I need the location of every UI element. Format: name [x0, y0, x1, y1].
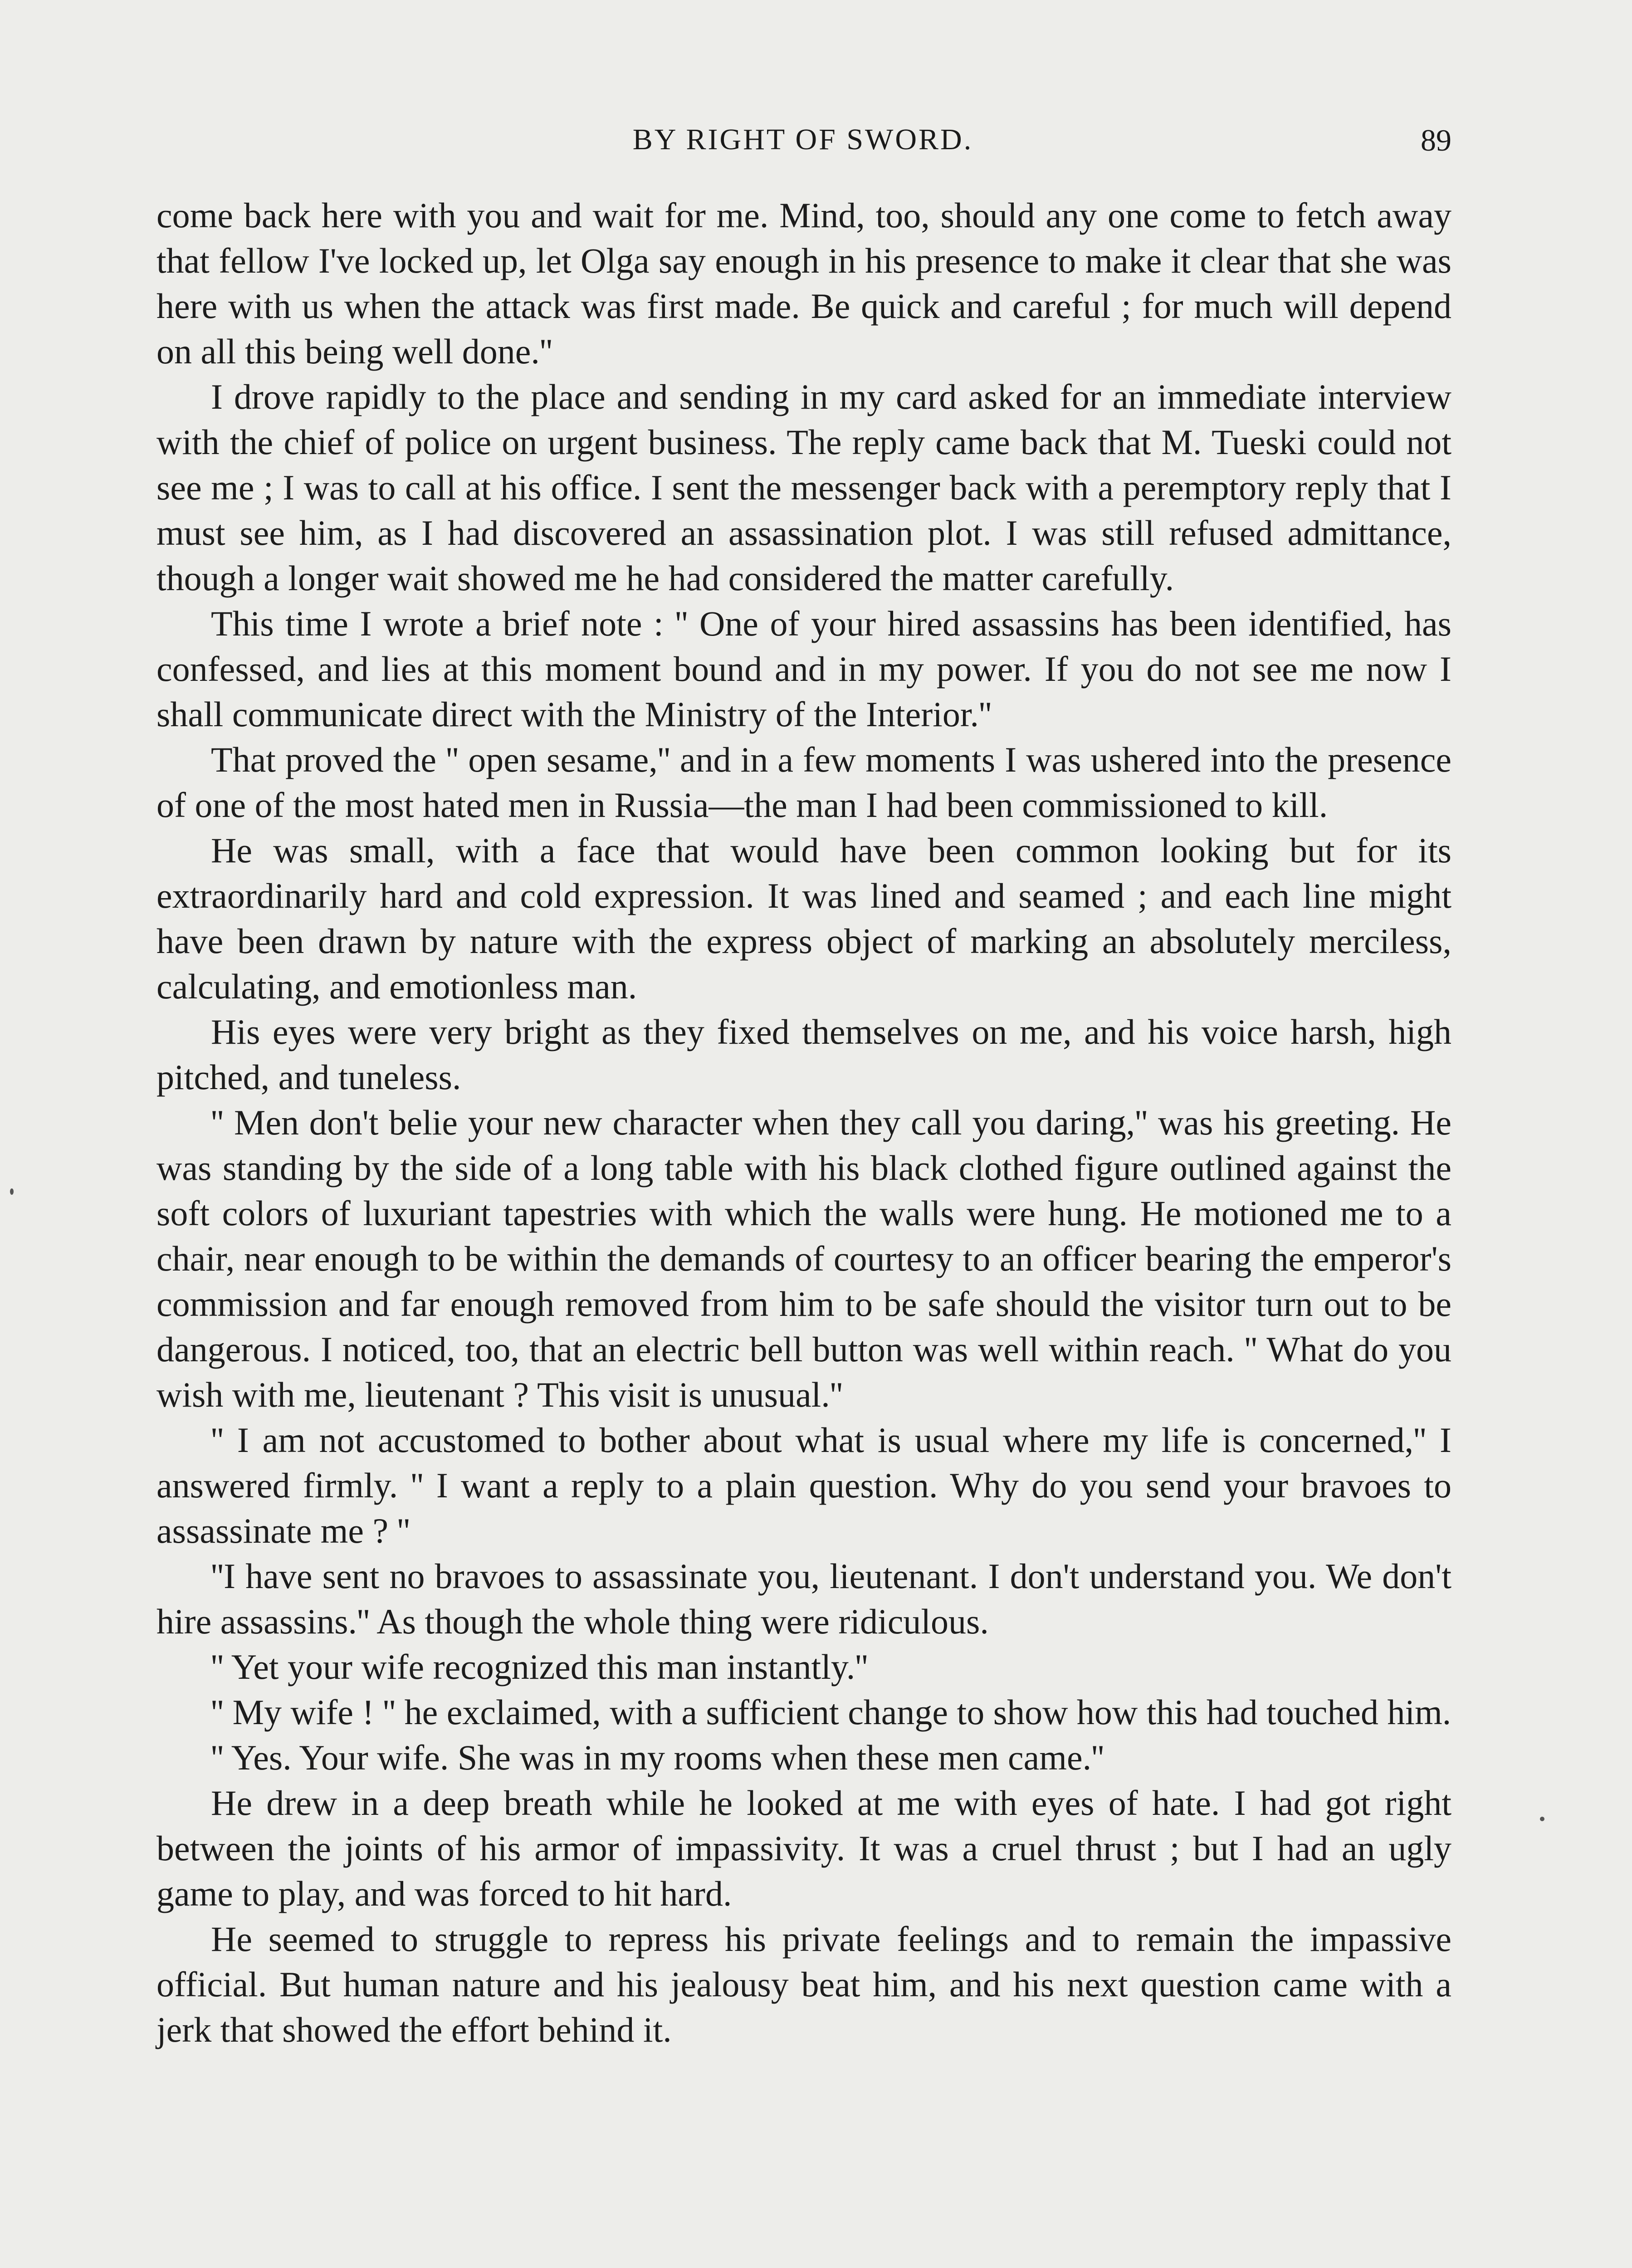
body-text [156, 193, 1451, 2053]
paragraph: come back here with you and wait for me. Mind, too, should any one come to fetch away that fellow I've locked up, let Olga say enough in his presence to make it clear that she was here with us when the attack was first made. Be quick and careful ; for much will depend on all this being well done.'' [156, 196, 1451, 371]
paragraph: '' Yes. Your wife. She was in my rooms when these men came.'' [211, 1738, 1104, 1777]
paragraph: He drew in a deep breath while he looked at me with eyes of hate. I had got right between the joints of his armor of impassivity. It was a cruel thrust ; but I had an ugly game to play, and was forced to hit hard. [156, 1783, 1451, 1913]
print-speck [1540, 1817, 1544, 1821]
paragraph: He was small, with a face that would have been common looking but for its extraordinarily hard and cold expression. It was lined and seamed ; and each line might have been drawn by nature with the express object of marking an absolutely merciless, calculating, and emotionless man. [156, 831, 1451, 1006]
paragraph: '' I am not accustomed to bother about what is usual where my life is concerned,'' I answered firmly. '' I want a reply to a plain question. Why do you send your bravoes to assassinate me ? '' [156, 1420, 1451, 1550]
running-head: BY RIGHT OF SWORD. [632, 123, 973, 156]
paragraph: This time I wrote a brief note : '' One of your hired assassins has been identified, has confessed, and lies at this moment bound and in my power. If you do not see me now I shall communicate direct with the Ministry of the Interior.'' [156, 604, 1451, 734]
paragraph: That proved the '' open sesame,'' and in a few moments I was ushered into the presence of one of the most hated men in Russia—the man I had been commissioned to kill. [156, 740, 1451, 825]
paragraph: He seemed to struggle to repress his private feelings and to remain the impassive official. But human nature and his jealousy beat him, and his next question came with a jerk that showed the effort behind it. [156, 1919, 1451, 2049]
paragraph: '' Men don't belie your new character when they call you daring,'' was his greeting. He was standing by the side of a long table with his black clothed figure outlined against the soft colors of luxuriant tapestries with which the walls were hung. He motioned me to a chair, near enough to be within the demands of courtesy to an officer bearing the emperor's commission and far enough removed from him to be safe should the visitor turn out to be dangerous. I noticed, too, that an electric bell button was well within reach. '' What do you wish with me, lieutenant ? This visit is unusual.'' [156, 1103, 1451, 1414]
paragraph: '' My wife ! '' he exclaimed, with a sufficient change to show how this had touched him. [211, 1692, 1451, 1732]
paragraph: ''I have sent no bravoes to assassinate you, lieutenant. I don't understand you. We don't hire assassins.'' As though the whole thing were ridiculous. [156, 1556, 1451, 1641]
paragraph: I drove rapidly to the place and sending in my card asked for an immediate interview with the chief of police on urgent business. The reply came back that M. Tueski could not see me ; I was to call at his office. I sent the messenger back with a peremptory reply that I must see him, as I had discovered an assassination plot. I was still refused admittance, though a longer wait showed me he had considered the matter carefully. [156, 377, 1451, 598]
page-header [154, 122, 1451, 163]
paragraph: '' Yet your wife recognized this man instantly.'' [211, 1647, 868, 1686]
page-number: 89 [1421, 123, 1451, 157]
print-speck [10, 1188, 14, 1195]
paragraph: His eyes were very bright as they fixed themselves on me, and his voice harsh, high pitched, and tuneless. [156, 1012, 1451, 1097]
